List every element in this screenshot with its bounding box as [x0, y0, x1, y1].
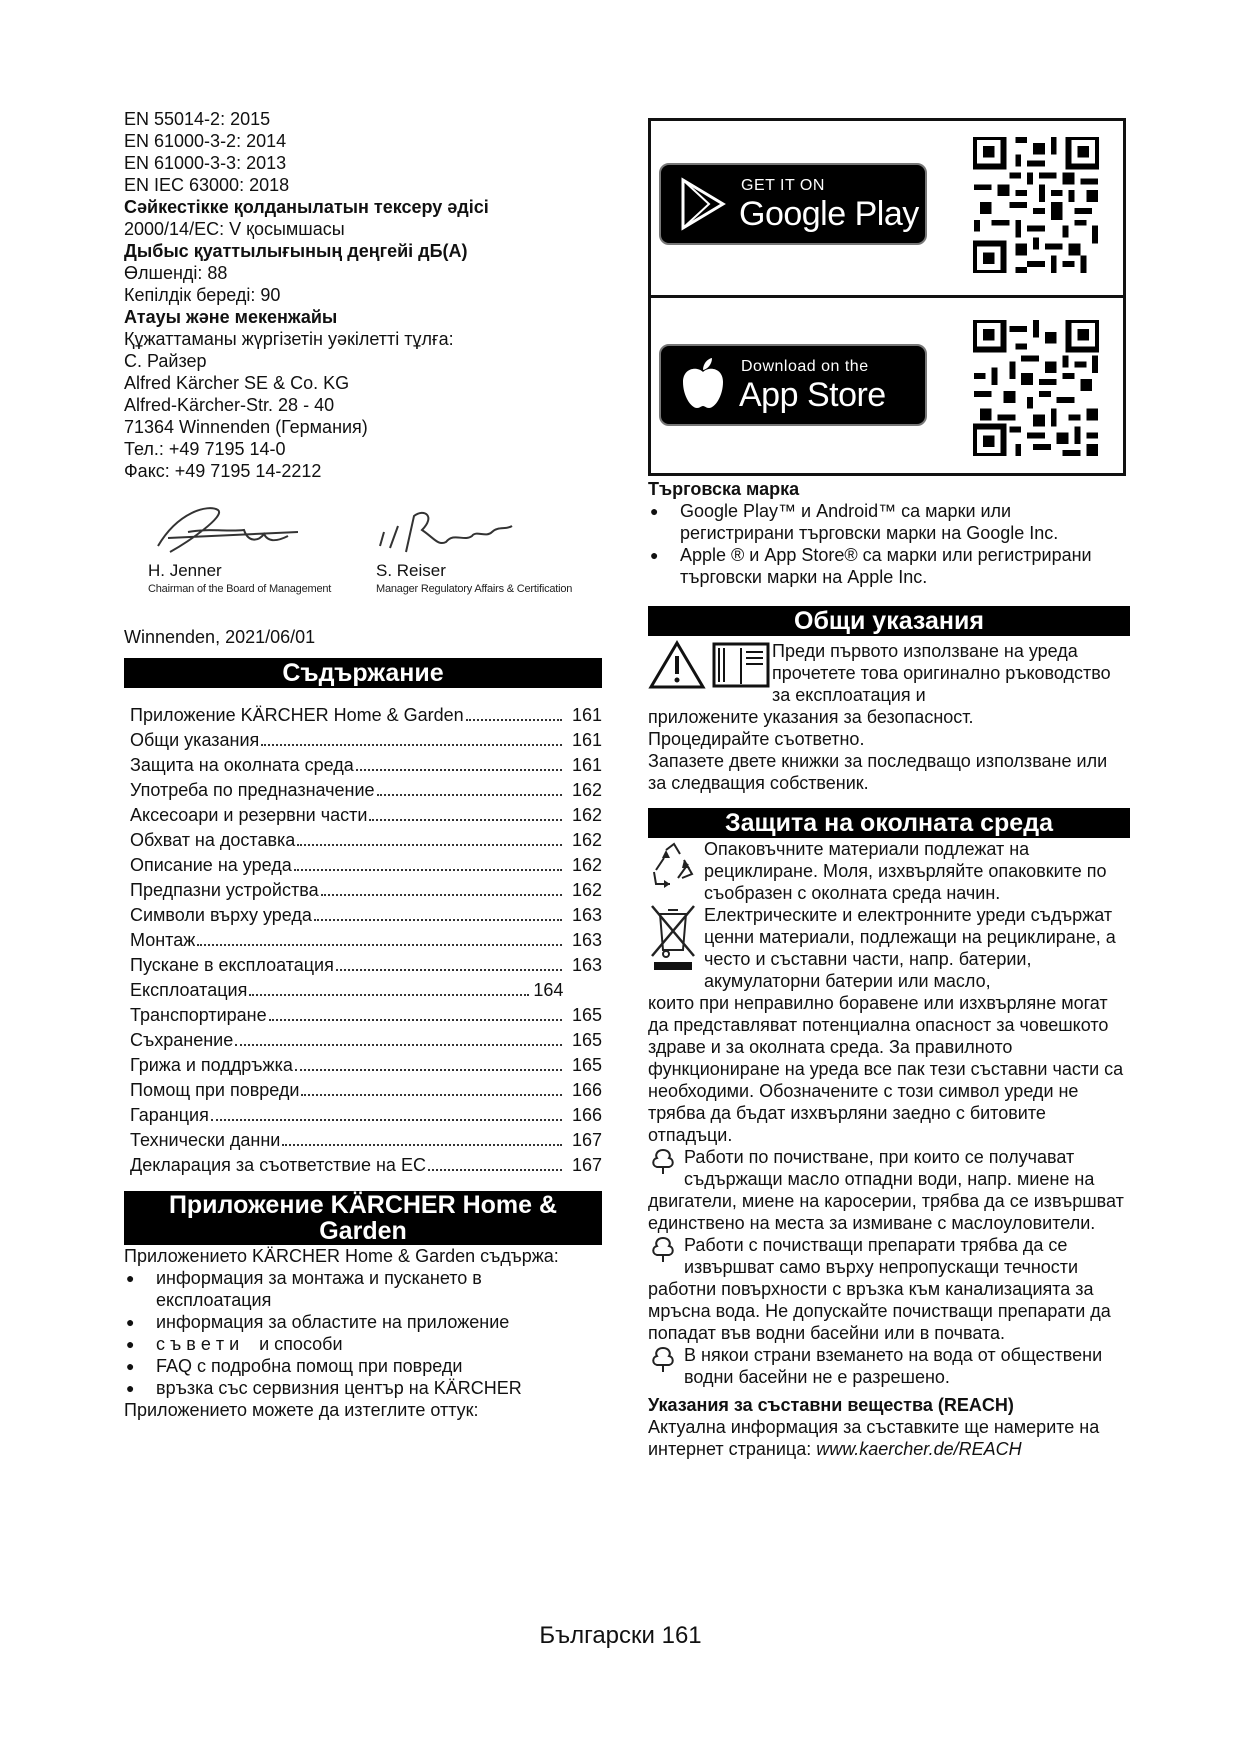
toc-title: Пускане в експлоатация — [130, 955, 334, 975]
app-heading-line: Приложение KÄRCHER Home & — [168, 1191, 558, 1219]
toc-page: 162 — [571, 780, 602, 800]
toc-title: Монтаж — [130, 930, 196, 950]
address-line: Alfred Kärcher SE & Co. KG — [124, 373, 350, 393]
toc-entry[interactable] — [130, 1004, 602, 1029]
toc-leader — [321, 894, 562, 896]
environment-heading: Защита на околната среда — [648, 808, 1130, 838]
toc-title: Защита на околната среда — [130, 755, 354, 775]
signature-role: Chairman of the Board of Management — [148, 583, 332, 595]
environment-tree-icon — [648, 1344, 678, 1374]
toc-page: 165 — [571, 1005, 602, 1025]
env-text: които при неправилно боравене или изхвърляне могат да представляват потенциална опасност за човешкото здраве и за околната среда. За правилното функциониране на уреда все пак тези съставни части са необходими. Обозначените с този символ уреди не трябва да бъдат изхвърляни заедно с битовите отпадъци. — [648, 993, 1124, 1145]
toc-entry[interactable] — [130, 729, 602, 754]
toc-entry[interactable] — [130, 904, 602, 929]
toc-page: 166 — [571, 1105, 602, 1125]
place-date: Winnenden, 2021/06/01 — [124, 627, 316, 647]
environment-tree-icon — [648, 1234, 678, 1264]
method-heading: Сәйкестікке қолданылатын тексеру әдісі — [124, 197, 489, 217]
toc-title: Символи върху уреда — [130, 905, 312, 925]
toc-title: Аксесоари и резервни части — [130, 805, 368, 825]
app-store-badge[interactable] — [659, 344, 927, 426]
toc-title: Приложение KÄRCHER Home & Garden — [130, 705, 464, 725]
general-text: Процедирайте съответно. — [648, 729, 865, 749]
toc-leader — [269, 1019, 562, 1021]
google-play-qr-code-icon[interactable] — [973, 137, 1099, 273]
trademark-list — [648, 500, 1130, 588]
toc-page: 167 — [571, 1130, 602, 1150]
trademark-heading: Търговска марка — [648, 479, 800, 499]
signature-reiser — [376, 502, 572, 596]
app-intro: Приложението KÄRCHER Home & Garden съдържа: — [124, 1246, 559, 1266]
toc-page: 163 — [571, 930, 602, 950]
badge-small-text: Download on the — [741, 358, 869, 375]
norm-line: EN IEC 63000: 2018 — [124, 175, 290, 195]
toc-entry[interactable] — [130, 829, 602, 854]
toc-entry[interactable] — [130, 804, 602, 829]
address-line: С. Райзер — [124, 351, 207, 371]
handwritten-signature-icon — [148, 502, 298, 558]
env-text: Работи по почистване, при които се получават съдържащи масло отпадни води, напр. миене на двигатели, миене на каросерии, трябва да се извършват единствено на места за измиване с маслоуловители. — [648, 1147, 1124, 1233]
toc-title: Предпазни устройства — [130, 880, 319, 900]
toc-title: Помощ при повреди — [130, 1080, 300, 1100]
badge-big-text: Google Play — [739, 195, 919, 233]
right-column — [648, 118, 1130, 1460]
env-text: Опаковъчните материали подлежат на рециклиране. Моля, изхвърляйте опаковките по съобразен с околната среда начин. — [704, 839, 1107, 903]
toc-title: Гаранция — [130, 1105, 209, 1125]
env-water-note — [648, 1344, 1130, 1388]
list-item: ● Apple ® и App Store® са марки или регистрирани търговски марки на Apple Inc. — [648, 544, 1130, 588]
toc-page: 162 — [571, 880, 602, 900]
toc-leader — [297, 844, 562, 846]
footer-language: Български — [539, 1622, 655, 1649]
env-weee-note — [648, 904, 1130, 1146]
signature-role: Manager Regulatory Affairs & Certification — [376, 583, 573, 595]
app-store-row — [651, 295, 1123, 472]
warning-triangle-icon — [648, 640, 706, 690]
toc-leader — [282, 1144, 562, 1146]
toc-page: 163 — [571, 955, 602, 975]
page-number: 161 — [661, 1622, 702, 1649]
list-item: ● Google Play™ и Android™ са марки или регистрирани търговски марки на Google Inc. — [648, 500, 1130, 544]
toc-title: Обхват на доставка — [130, 830, 296, 850]
toc-leader — [197, 944, 562, 946]
toc-leader — [314, 919, 562, 921]
app-store-qr-code-icon[interactable] — [973, 320, 1099, 456]
general-text-indented: Преди първото използване на уреда прочетете това оригинално ръководство за експлоатация и — [772, 641, 1111, 705]
page-footer — [0, 1622, 1241, 1650]
toc-leader — [336, 969, 562, 971]
toc-entry[interactable] — [130, 779, 602, 804]
general-text: Запазете двете книжки за последващо използване или за следващия собственик. — [648, 751, 1108, 793]
app-download-text: Приложението можете да изтеглите оттук: — [124, 1400, 479, 1420]
list-item: ● връзка със сервизния център на KÄRCHER — [124, 1377, 602, 1399]
toc-title: Технически данни — [130, 1130, 281, 1150]
noise-heading: Дыбыс қуаттылығының деңгейі дБ(А) — [124, 241, 468, 261]
crossed-bin-icon — [648, 904, 698, 972]
toc-leader — [356, 769, 562, 771]
toc-title: Употреба по предназначение — [130, 780, 375, 800]
app-section-heading — [124, 1191, 602, 1245]
toc-entry[interactable] — [130, 979, 602, 1004]
toc-page: 167 — [571, 1155, 602, 1175]
toc-leader — [249, 994, 529, 996]
reach-heading: Указания за съставни вещества (REACH) — [648, 1395, 1014, 1415]
toc-page: 162 — [571, 830, 602, 850]
toc-page: 165 — [571, 1030, 602, 1050]
list-item: ● с ъ в е т и и способи — [124, 1333, 602, 1355]
toc-entry[interactable] — [130, 754, 602, 779]
toc-entry[interactable] — [130, 954, 602, 979]
env-oil-note — [648, 1146, 1130, 1234]
toc-title: Транспортиране — [130, 1005, 267, 1025]
toc-entry[interactable] — [130, 704, 602, 729]
toc-page: 166 — [571, 1080, 602, 1100]
signature-jenner — [148, 502, 331, 596]
toc-heading: Съдържание — [124, 658, 602, 688]
app-store-box — [648, 118, 1126, 476]
environment-tree-icon — [648, 1146, 678, 1176]
toc-leader — [235, 1044, 562, 1046]
handwritten-signature-icon — [376, 502, 516, 558]
toc-page: 161 — [571, 755, 602, 775]
list-item: ● FAQ с подробна помощ при повреди — [124, 1355, 602, 1377]
toc-leader — [466, 719, 562, 721]
toc-entry[interactable] — [130, 1129, 602, 1154]
google-play-badge[interactable] — [659, 163, 927, 245]
toc-entry[interactable] — [130, 929, 602, 954]
toc-title: Описание на уреда — [130, 855, 292, 875]
reach-text: Актуална информация за съставките ще намерите на интернет страница: — [648, 1417, 1100, 1459]
toc-leader — [428, 1169, 562, 1171]
reach-link[interactable]: www.kaercher.de/REACH — [816, 1439, 1022, 1459]
badge-big-text: App Store — [739, 376, 886, 414]
list-item: ● информация за областите на приложение — [124, 1311, 602, 1333]
toc-page: 162 — [571, 805, 602, 825]
app-heading-line: Garden — [319, 1217, 407, 1245]
toc-leader — [377, 794, 562, 796]
toc-page: 163 — [571, 905, 602, 925]
toc-leader — [294, 869, 562, 871]
toc-entry[interactable] — [130, 1054, 602, 1079]
toc-page: 161 — [571, 705, 602, 725]
env-recycling-note — [648, 838, 1130, 904]
toc-page: 161 — [571, 730, 602, 750]
read-manual-book-icon — [711, 640, 771, 690]
address-heading: Атауы және мекенжайы — [124, 307, 338, 327]
signature-name: H. Jenner — [148, 561, 222, 580]
general-text: приложените указания за безопасност. — [648, 707, 974, 727]
env-detergent-note — [648, 1234, 1130, 1344]
env-text: Електрическите и електронните уреди съдържат ценни материали, подлежащи на рециклиране, а често и съставни части, напр. батерии, акумулаторни батерии или масло, — [704, 905, 1116, 991]
toc-entry[interactable] — [130, 1079, 602, 1104]
toc-title: Общи указания — [130, 730, 260, 750]
toc-entry[interactable] — [130, 1154, 602, 1179]
toc-title: Съхранение — [130, 1030, 234, 1050]
env-text: Работи с почистващи препарати трябва да се извършват само върху непропускащи течности работни повърхности с връзка към канализацията за мръсна вода. Не допускайте почистващи препарати да попадат във водни басейни или в почвата. — [648, 1235, 1111, 1343]
app-feature-list — [124, 1267, 602, 1399]
noise-guaranteed: Кепілдік береді: 90 — [124, 285, 281, 305]
signature-name: S. Reiser — [376, 561, 446, 580]
toc-page: 165 — [571, 1055, 602, 1075]
norm-line: EN 61000-3-3: 2013 — [124, 153, 287, 173]
signatures — [124, 502, 602, 624]
toc-page: 164 — [533, 980, 564, 1000]
toc-leader — [211, 1119, 562, 1121]
toc-leader — [301, 1094, 562, 1096]
address-line: Alfred-Kärcher-Str. 28 - 40 — [124, 395, 335, 415]
toc-title: Експлоатация — [130, 980, 248, 1000]
norm-line: EN 55014-2: 2015 — [124, 109, 271, 129]
toc-entry[interactable] — [130, 854, 602, 879]
toc-title: Грижа и поддръжка — [130, 1055, 293, 1075]
general-heading: Общи указания — [648, 606, 1130, 636]
recycling-icon — [648, 838, 698, 904]
address-line: Факс: +49 7195 14-2212 — [124, 461, 322, 481]
badge-small-text: GET IT ON — [741, 177, 825, 194]
method-value: 2000/14/EC: V қосымшасы — [124, 219, 345, 239]
address-line: Құжаттаманы жүргізетін уәкілетті тұлға: — [124, 329, 454, 349]
toc-leader — [369, 819, 562, 821]
address-line: Тел.: +49 7195 14-0 — [124, 439, 286, 459]
toc-leader — [261, 744, 562, 746]
table-of-contents — [130, 704, 602, 1179]
env-text: В някои страни вземането на вода от обществени водни басейни не е разрешено. — [684, 1345, 1103, 1387]
toc-entry[interactable] — [130, 1029, 602, 1054]
left-column — [124, 108, 602, 1421]
address-line: 71364 Winnenden (Германия) — [124, 417, 368, 437]
general-icons — [648, 640, 772, 700]
toc-title: Декларация за съответствие на ЕС — [130, 1155, 426, 1175]
apple-logo-icon — [679, 356, 727, 412]
toc-leader — [295, 1069, 562, 1071]
toc-entry[interactable] — [130, 1104, 602, 1129]
google-play-icon — [675, 176, 731, 232]
norm-line: EN 61000-3-2: 2014 — [124, 131, 287, 151]
list-item: ● информация за монтажа и пускането в експлоатация — [124, 1267, 602, 1311]
noise-measured: Өлшенді: 88 — [124, 263, 228, 283]
toc-page: 162 — [571, 855, 602, 875]
toc-entry[interactable] — [130, 879, 602, 904]
google-play-row — [651, 121, 1123, 295]
general-notes — [648, 640, 1130, 794]
